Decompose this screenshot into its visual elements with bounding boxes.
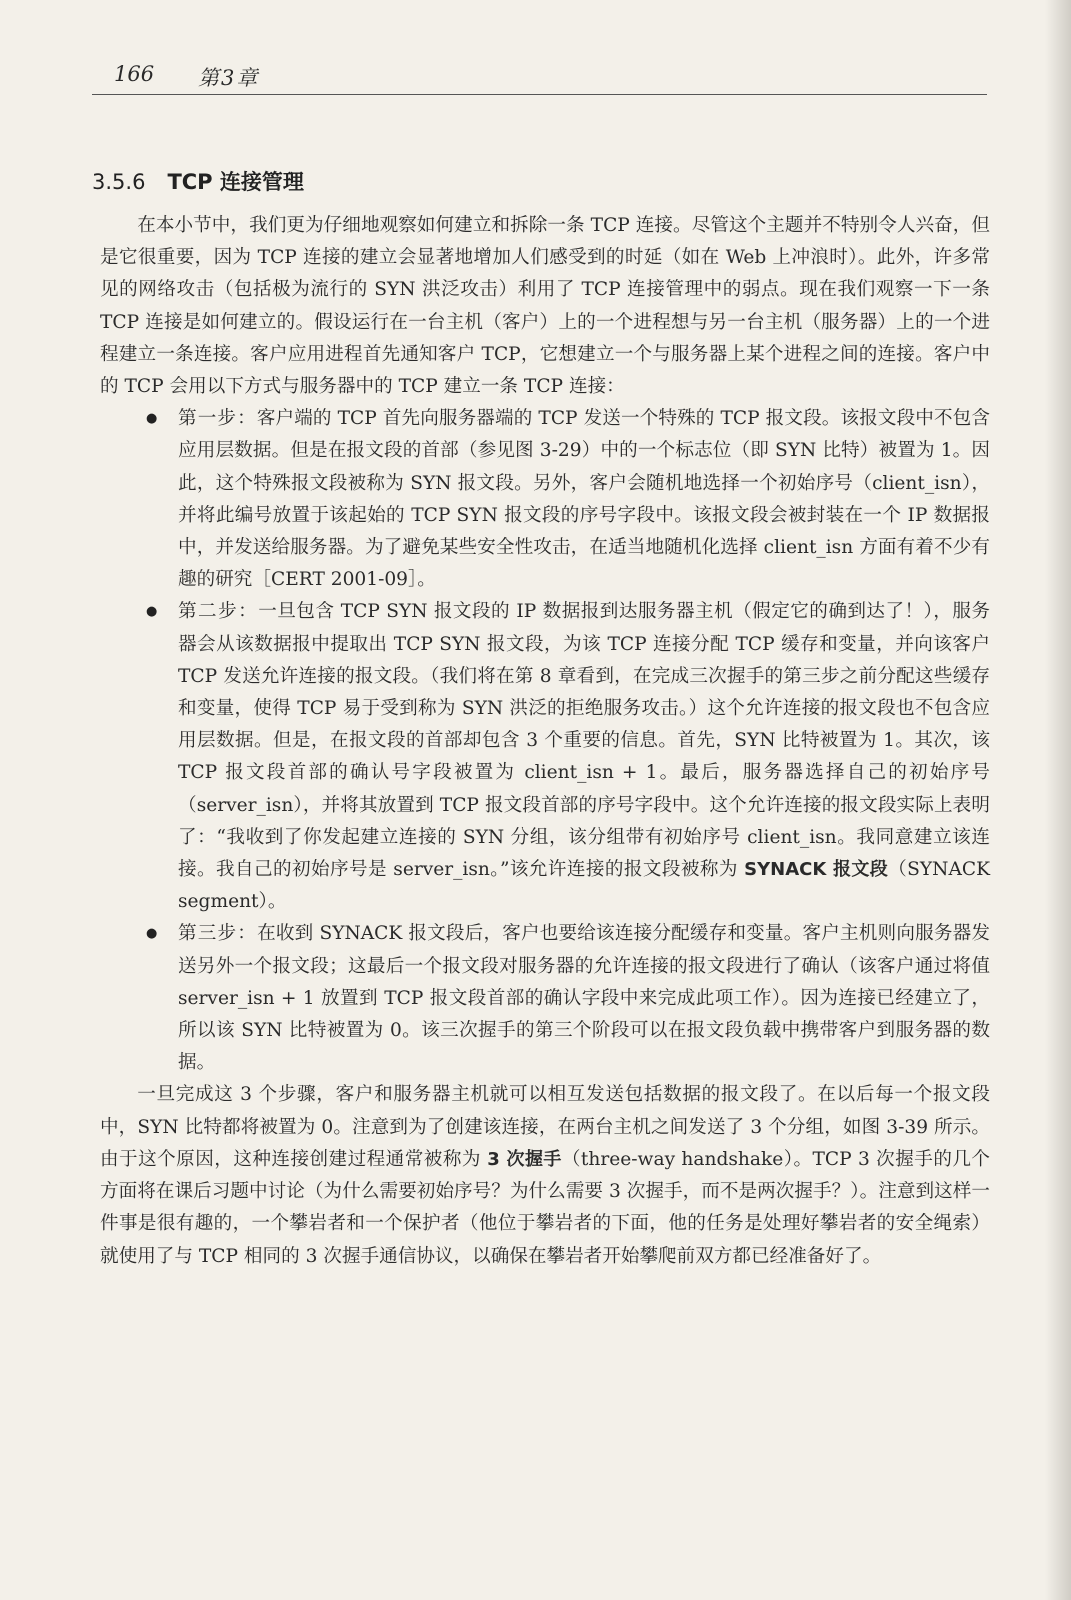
term-three-way-handshake: 3 次握手: [487, 1148, 562, 1170]
term-synack-segment: SYNACK 报文段: [744, 859, 889, 881]
closing-paragraph: [100, 1079, 990, 1272]
intro-paragraph: 在本小节中，我们更为仔细地观察如何建立和拆除一条 TCP 连接。尽管这个主题并不特别令人兴奋，但是它很重要，因为 TCP 连接的建立会显著地增加人们感受到的时延（如在 Web 上冲浪时）。此外，许多常见的网络攻击（包括极为流行的 SYN 洪泛攻击）利用了 TCP 连接管理中的弱点。现在我们观察一下一条 TCP 连接是如何建立的。假设运行在一台主机（客户）上的一个进程想与另一台主机（服务器）上的一个进程建立一条连接。客户应用进程首先通知客户 TCP，它想建立一个与服务器上某个进程之间的连接。客户中的 TCP 会用以下方式与服务器中的 TCP 建立一条 TCP 连接：: [100, 215, 990, 398]
step-text: 一旦包含 TCP SYN 报文段的 IP 数据报到达服务器主机（假定它的确到达了！），服务器会从该数据报中提取出 TCP SYN 报文段，为该 TCP 连接分配 TCP 缓存和变量，并向该客户 TCP 发送允许连接的报文段。（我们将在第 8 章看到，在完成三次握手的第三步之前分配这些缓存和变量，使得 TCP 易于受到称为 SYN 洪泛的拒绝服务攻击。）这个允许连接的报文段也不包含应用层数据。但是，在报文段的首部却包含 3 个重要的信息。首先，SYN 比特被置为 1。其次，该 TCP 报文段首部的确认号字段被置为 client_isn + 1。最后，服务器选择自己的初始序号（server_isn），并将其放置到 TCP 报文段首部的序号字段中。这个允许连接的报文段实际上表明了：“我收到了你发起建立连接的 SYN 分组，该分组带有初始序号 client_isn。我同意建立该连接。我自己的初始序号是 server_isn。”该允许连接的报文段被称为: [178, 601, 990, 881]
page-edge-shadow: [1045, 0, 1071, 1600]
chapter-label: 第3章: [198, 66, 260, 90]
body-text: [100, 210, 990, 1273]
step-three: [100, 918, 990, 1079]
step-label: 第二步：: [178, 601, 259, 623]
step-label: 第三步：: [178, 923, 258, 945]
page-number: 166: [114, 62, 155, 86]
step-one: [100, 403, 990, 596]
step-text: 客户端的 TCP 首先向服务器端的 TCP 发送一个特殊的 TCP 报文段。该报文段中不包含应用层数据。但是在报文段的首部（参见图 3-29）中的一个标志位（即 SYN 比特）被置为 1。因此，这个特殊报文段被称为 SYN 报文段。另外，客户会随机地选择一个初始序号（client_isn），并将此编号放置于该起始的 TCP SYN 报文段的序号字段中。该报文段会被封装在一个 IP 数据报中，并发送给服务器。为了避免某些安全性攻击，在适当地随机化选择 client_isn 方面有着不少有趣的研究［CERT 2001-09］。: [178, 408, 990, 591]
running-header: [92, 60, 987, 95]
step-label: 第一步：: [178, 408, 257, 430]
step-text-tail: （SYNACK segment）。: [178, 859, 990, 913]
step-text: 在收到 SYNACK 报文段后，客户也要给该连接分配缓存和变量。客户主机则向服务器发送另外一个报文段；这最后一个报文段对服务器的允许连接的报文段进行了确认（该客户通过将值 server_isn + 1 放置到 TCP 报文段首部的确认字段中来完成此项工作）。因为连接已经建立了，所以该 SYN 比特被置为 0。该三次握手的第三个阶段可以在报文段负载中携带客户到服务器的数据。: [178, 923, 990, 1074]
step-two: [100, 596, 990, 918]
closing-text: 一旦完成这 3 个步骤，客户和服务器主机就可以相互发送包括数据的报文段了。在以后每一个报文段中，SYN 比特都将被置为 0。注意到为了创建该连接，在两台主机之间发送了 3 个分组，如图 3-39 所示。由于这个原因，这种连接创建过程通常被称为: [100, 1084, 990, 1170]
section-number: 3.5.6: [92, 170, 146, 194]
handshake-steps-list: [100, 403, 990, 1079]
closing-text-tail: （three-way handshake）。TCP 3 次握手的几个方面将在课后习题中讨论（为什么需要初始序号？为什么需要 3 次握手，而不是两次握手？）。注意到这样一件事是很有趣的，一个攀岩者和一个保护者（他位于攀岩者的下面，他的任务是处理好攀岩者的安全绳索）就使用了与 TCP 相同的 3 次握手通信协议，以确保在攀岩者开始攀爬前双方都已经准备好了。: [100, 1148, 991, 1267]
section-title: TCP 连接管理: [167, 170, 304, 194]
section-heading: [92, 166, 304, 196]
